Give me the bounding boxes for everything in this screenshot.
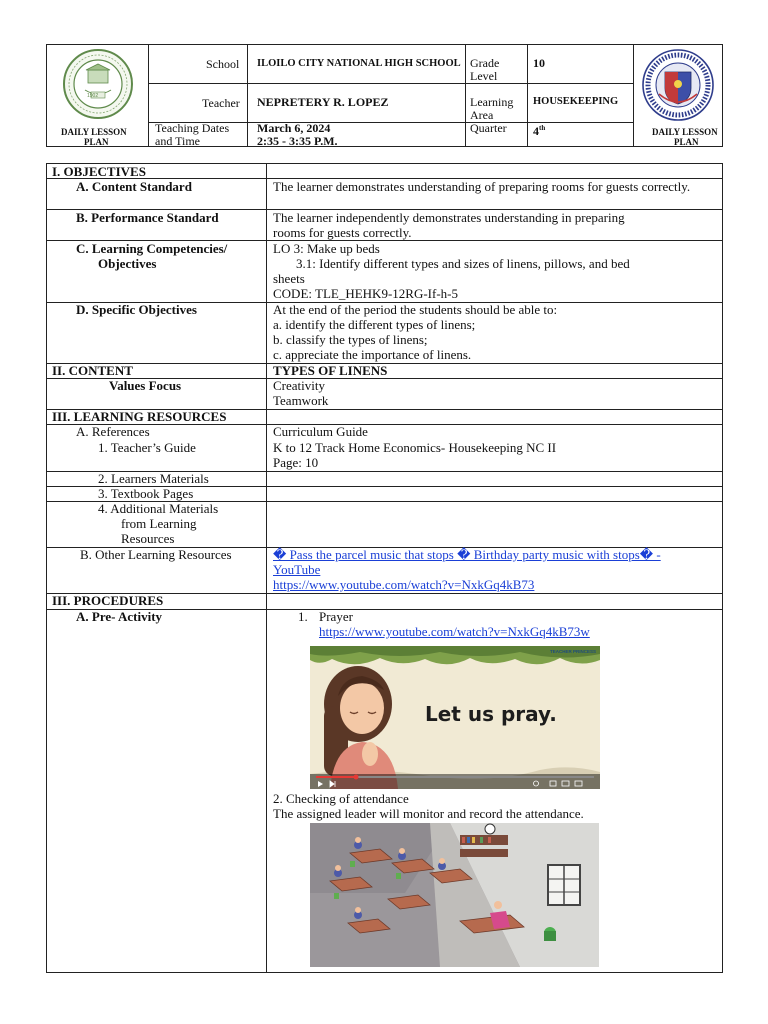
- specific-objectives-intro: At the end of the period the students should be able to:: [273, 302, 558, 317]
- quarter-number: 4: [533, 124, 539, 138]
- dates-label-1: Teaching Dates: [155, 121, 230, 135]
- dlp-left-line1: DAILY LESSON: [61, 127, 127, 137]
- competencies-text-2: 3.1: Identify different types and sizes of linens, pillows, and bed: [296, 256, 630, 271]
- grade-label-1: Grade: [470, 56, 500, 70]
- specific-objective-c: c. appreciate the importance of linens.: [273, 347, 472, 362]
- performance-standard-text-1: The learner independently demonstrates understanding in preparing: [273, 210, 625, 225]
- competencies-label-2: Objectives: [98, 256, 157, 271]
- additional-materials-label-2: from Learning: [121, 516, 197, 531]
- video-title-text: Let us pray.: [425, 702, 557, 726]
- video-brand-text: TEACHER PRINCESS: [549, 649, 596, 654]
- school-seal-icon: [53, 48, 143, 120]
- content-standard-text: The learner demonstrates understanding of preparing rooms for guests correctly.: [273, 179, 691, 194]
- additional-materials-label-1: 4. Additional Materials: [98, 501, 219, 516]
- learners-materials-label: 2. Learners Materials: [98, 471, 209, 486]
- music-video-link[interactable]: � Pass the parcel music that stops � Birthday party music with stops� -: [273, 547, 661, 562]
- classroom-illustration: [310, 823, 599, 967]
- specific-objective-a: a. identify the different types of linens;: [273, 317, 476, 332]
- area-value: HOUSEKEEPING: [533, 96, 619, 107]
- area-label-1: Learning: [470, 95, 514, 109]
- objectives-heading: I. OBJECTIVES: [52, 164, 146, 179]
- prayer-video-thumbnail[interactable]: [310, 646, 600, 789]
- textbook-pages-label: 3. Textbook Pages: [98, 486, 194, 501]
- teachers-guide-label: 1. Teacher’s Guide: [98, 440, 196, 455]
- other-resources-label: B. Other Learning Resources: [80, 547, 232, 562]
- teachers-guide-page: Page: 10: [273, 455, 319, 470]
- header-table: [46, 44, 723, 147]
- specific-objective-b: b. classify the types of linens;: [273, 332, 428, 347]
- competencies-label-1: C. Learning Competencies/: [76, 241, 228, 256]
- music-video-url[interactable]: https://www.youtube.com/watch?v=NxkGq4kB73: [273, 577, 535, 592]
- value-creativity: Creativity: [273, 378, 325, 393]
- content-heading: II. CONTENT: [52, 363, 133, 378]
- performance-standard-text-2: rooms for guests correctly.: [273, 225, 412, 240]
- classroom-scene-image: [310, 823, 599, 967]
- youtube-link-label[interactable]: YouTube: [273, 562, 321, 577]
- prayer-number: 1.: [298, 609, 308, 624]
- grade-value: 10: [533, 56, 545, 70]
- dlp-right-line2: PLAN: [674, 137, 699, 147]
- school-value: ILOILO CITY NATIONAL HIGH SCHOOL: [257, 58, 461, 69]
- grade-label-2: Level: [470, 69, 498, 83]
- resources-heading: III. LEARNING RESOURCES: [52, 409, 227, 424]
- dlp-right-line1: DAILY LESSON: [652, 127, 718, 137]
- dates-value-1: March 6, 2024: [257, 121, 331, 135]
- additional-materials-label-3: Resources: [121, 531, 175, 546]
- competencies-text-1: LO 3: Make up beds: [273, 241, 380, 256]
- procedures-heading: III. PROCEDURES: [52, 593, 164, 608]
- content-standard-label: A. Content Standard: [76, 179, 192, 194]
- attendance-description: The assigned leader will monitor and record the attendance.: [273, 806, 584, 821]
- attendance-item: 2. Checking of attendance: [273, 791, 409, 806]
- competencies-text-3: sheets: [273, 271, 305, 286]
- prayer-label: Prayer: [319, 609, 353, 624]
- pre-activity-label: A. Pre- Activity: [76, 609, 163, 624]
- deped-seal-icon: [639, 48, 717, 122]
- seal-year: 1902: [87, 93, 99, 99]
- references-label: A. References: [76, 424, 150, 439]
- specific-objectives-label: D. Specific Objectives: [76, 302, 197, 317]
- quarter-suffix: th: [539, 124, 546, 132]
- values-focus-label: Values Focus: [109, 378, 182, 393]
- quarter-value: [533, 122, 545, 138]
- dlp-left-line2: PLAN: [84, 137, 109, 147]
- teachers-guide-text-2: K to 12 Track Home Economics- Housekeeping NC II: [273, 440, 557, 455]
- lesson-plan-table: [46, 163, 723, 973]
- teacher-label: Teacher: [202, 96, 240, 110]
- dates-label-2: and Time: [155, 134, 201, 148]
- prayer-video-link[interactable]: https://www.youtube.com/watch?v=NxkGq4kB73w: [319, 624, 590, 639]
- performance-standard-label: B. Performance Standard: [76, 210, 219, 225]
- content-topic: TYPES OF LINENS: [273, 363, 388, 378]
- area-label-2: Area: [470, 108, 494, 122]
- school-label: School: [206, 57, 240, 71]
- value-teamwork: Teamwork: [273, 393, 329, 408]
- dates-value-2: 2:35 - 3:35 P.M.: [257, 134, 338, 148]
- teachers-guide-text-1: Curriculum Guide: [273, 424, 368, 439]
- competencies-code: CODE: TLE_HEHK9-12RG-If-h-5: [273, 286, 458, 301]
- teacher-value: NEPRETERY R. LOPEZ: [257, 95, 389, 109]
- quarter-label: Quarter: [470, 121, 507, 135]
